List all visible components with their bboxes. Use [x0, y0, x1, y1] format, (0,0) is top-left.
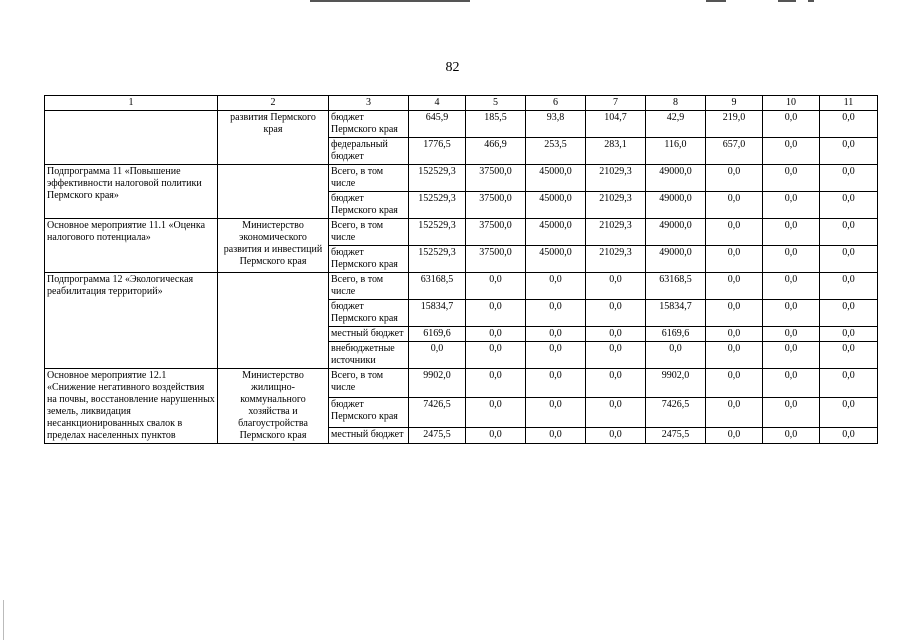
amount-cell: 37500,0	[466, 165, 526, 192]
column-header: 8	[646, 96, 706, 111]
amount-cell: 152529,3	[409, 192, 466, 219]
amount-cell: 0,0	[526, 342, 586, 369]
funding-source-cell: бюджет Пермского края	[329, 246, 409, 273]
amount-cell: 63168,5	[409, 273, 466, 300]
amount-cell: 0,0	[706, 398, 763, 427]
amount-cell: 45000,0	[526, 165, 586, 192]
top-edge-rule	[808, 0, 814, 2]
funding-source-cell: внебюджетные источники	[329, 342, 409, 369]
amount-cell: 0,0	[466, 427, 526, 443]
amount-cell: 645,9	[409, 111, 466, 138]
amount-cell: 0,0	[586, 327, 646, 342]
funding-source-cell: Всего, в том числе	[329, 273, 409, 300]
amount-cell: 0,0	[763, 300, 820, 327]
table-row	[45, 273, 878, 300]
amount-cell: 0,0	[706, 427, 763, 443]
amount-cell: 6169,6	[409, 327, 466, 342]
amount-cell: 0,0	[763, 138, 820, 165]
amount-cell: 0,0	[526, 273, 586, 300]
funding-source-cell: Всего, в том числе	[329, 165, 409, 192]
amount-cell: 0,0	[466, 300, 526, 327]
amount-cell: 0,0	[820, 192, 878, 219]
amount-cell: 0,0	[586, 369, 646, 398]
table-row	[45, 111, 878, 138]
amount-cell: 7426,5	[646, 398, 706, 427]
amount-cell: 0,0	[763, 327, 820, 342]
amount-cell: 0,0	[466, 369, 526, 398]
funding-source-cell: бюджет Пермского края	[329, 398, 409, 427]
amount-cell: 42,9	[646, 111, 706, 138]
amount-cell: 0,0	[820, 327, 878, 342]
amount-cell: 63168,5	[646, 273, 706, 300]
table-row	[45, 369, 878, 398]
amount-cell: 0,0	[526, 300, 586, 327]
amount-cell: 0,0	[706, 342, 763, 369]
column-header: 4	[409, 96, 466, 111]
amount-cell: 0,0	[409, 342, 466, 369]
amount-cell: 0,0	[586, 427, 646, 443]
amount-cell: 0,0	[646, 342, 706, 369]
funding-source-cell: Всего, в том числе	[329, 369, 409, 398]
amount-cell: 0,0	[763, 192, 820, 219]
column-header: 7	[586, 96, 646, 111]
amount-cell: 45000,0	[526, 246, 586, 273]
executor-cell: развития Пермского края	[218, 111, 329, 165]
amount-cell: 93,8	[526, 111, 586, 138]
program-name-cell: Основное мероприятие 11.1 «Оценка налогового потенциала»	[45, 219, 218, 273]
amount-cell: 657,0	[706, 138, 763, 165]
program-name-cell	[45, 111, 218, 165]
top-edge-rule	[778, 0, 796, 2]
amount-cell: 9902,0	[646, 369, 706, 398]
column-header: 2	[218, 96, 329, 111]
column-header: 10	[763, 96, 820, 111]
amount-cell: 283,1	[586, 138, 646, 165]
amount-cell: 21029,3	[586, 192, 646, 219]
amount-cell: 0,0	[820, 219, 878, 246]
amount-cell: 49000,0	[646, 192, 706, 219]
amount-cell: 0,0	[763, 165, 820, 192]
program-name-cell: Основное мероприятие 12.1 «Снижение негативного воздействия на почвы, восстановление нарушенных земель, ликвидация несанкционированных свалок в пределах населенных пунктов	[45, 369, 218, 444]
amount-cell: 0,0	[763, 427, 820, 443]
column-header: 6	[526, 96, 586, 111]
amount-cell: 152529,3	[409, 246, 466, 273]
amount-cell: 0,0	[820, 369, 878, 398]
amount-cell: 152529,3	[409, 219, 466, 246]
funding-source-cell: Всего, в том числе	[329, 219, 409, 246]
amount-cell: 0,0	[763, 398, 820, 427]
amount-cell: 0,0	[586, 342, 646, 369]
funding-source-cell: бюджет Пермского края	[329, 192, 409, 219]
amount-cell: 253,5	[526, 138, 586, 165]
amount-cell: 49000,0	[646, 246, 706, 273]
amount-cell: 152529,3	[409, 165, 466, 192]
budget-table	[44, 95, 878, 444]
amount-cell: 0,0	[820, 342, 878, 369]
funding-source-cell: федеральный бюджет	[329, 138, 409, 165]
amount-cell: 0,0	[763, 219, 820, 246]
amount-cell: 466,9	[466, 138, 526, 165]
amount-cell: 0,0	[706, 246, 763, 273]
amount-cell: 0,0	[706, 219, 763, 246]
amount-cell: 0,0	[820, 427, 878, 443]
amount-cell: 0,0	[526, 327, 586, 342]
table-row	[45, 165, 878, 192]
amount-cell: 0,0	[526, 369, 586, 398]
executor-cell: Министерство экономического развития и инвестиций Пермского края	[218, 219, 329, 273]
page-number: 82	[445, 60, 460, 75]
amount-cell: 219,0	[706, 111, 763, 138]
amount-cell: 0,0	[820, 398, 878, 427]
amount-cell: 21029,3	[586, 165, 646, 192]
amount-cell: 37500,0	[466, 192, 526, 219]
amount-cell: 0,0	[706, 369, 763, 398]
amount-cell: 0,0	[466, 342, 526, 369]
amount-cell: 104,7	[586, 111, 646, 138]
amount-cell: 0,0	[763, 369, 820, 398]
amount-cell: 37500,0	[466, 219, 526, 246]
amount-cell: 0,0	[466, 398, 526, 427]
amount-cell: 45000,0	[526, 219, 586, 246]
program-name-cell: Подпрограмма 11 «Повышение эффективности налоговой политики Пермского края»	[45, 165, 218, 219]
column-header: 1	[45, 96, 218, 111]
amount-cell: 116,0	[646, 138, 706, 165]
amount-cell: 7426,5	[409, 398, 466, 427]
amount-cell: 0,0	[586, 398, 646, 427]
amount-cell: 6169,6	[646, 327, 706, 342]
amount-cell: 0,0	[820, 300, 878, 327]
amount-cell: 0,0	[706, 327, 763, 342]
amount-cell: 49000,0	[646, 219, 706, 246]
amount-cell: 0,0	[820, 138, 878, 165]
amount-cell: 21029,3	[586, 219, 646, 246]
column-header: 11	[820, 96, 878, 111]
amount-cell: 15834,7	[409, 300, 466, 327]
amount-cell: 9902,0	[409, 369, 466, 398]
top-edge-rule	[706, 0, 726, 2]
top-edge-rule	[310, 0, 470, 2]
program-name-cell: Подпрограмма 12 «Экологическая реабилитация территорий»	[45, 273, 218, 369]
amount-cell: 49000,0	[646, 165, 706, 192]
column-header: 9	[706, 96, 763, 111]
column-header: 3	[329, 96, 409, 111]
column-header: 5	[466, 96, 526, 111]
amount-cell: 0,0	[466, 273, 526, 300]
amount-cell: 0,0	[586, 273, 646, 300]
executor-cell: Министерство жилищно-коммунального хозяйства и благоустройства Пермского края	[218, 369, 329, 444]
amount-cell: 0,0	[526, 427, 586, 443]
amount-cell: 0,0	[763, 246, 820, 273]
amount-cell: 0,0	[763, 111, 820, 138]
funding-source-cell: местный бюджет	[329, 327, 409, 342]
amount-cell: 0,0	[820, 273, 878, 300]
amount-cell: 0,0	[706, 192, 763, 219]
amount-cell: 0,0	[763, 273, 820, 300]
amount-cell: 0,0	[466, 327, 526, 342]
executor-cell	[218, 165, 329, 219]
amount-cell: 2475,5	[409, 427, 466, 443]
funding-source-cell: бюджет Пермского края	[329, 300, 409, 327]
executor-cell	[218, 273, 329, 369]
amount-cell: 0,0	[820, 165, 878, 192]
amount-cell: 0,0	[586, 300, 646, 327]
amount-cell: 0,0	[526, 398, 586, 427]
amount-cell: 0,0	[820, 111, 878, 138]
amount-cell: 15834,7	[646, 300, 706, 327]
amount-cell: 0,0	[820, 246, 878, 273]
amount-cell: 37500,0	[466, 246, 526, 273]
amount-cell: 185,5	[466, 111, 526, 138]
amount-cell: 21029,3	[586, 246, 646, 273]
scan-margin-line	[3, 600, 4, 640]
amount-cell: 0,0	[706, 273, 763, 300]
table-body	[45, 96, 878, 444]
amount-cell: 2475,5	[646, 427, 706, 443]
funding-source-cell: бюджет Пермского края	[329, 111, 409, 138]
table-row	[45, 219, 878, 246]
amount-cell: 0,0	[706, 165, 763, 192]
funding-source-cell: местный бюджет	[329, 427, 409, 443]
amount-cell: 0,0	[706, 300, 763, 327]
table-header-row	[45, 96, 878, 111]
amount-cell: 45000,0	[526, 192, 586, 219]
amount-cell: 1776,5	[409, 138, 466, 165]
amount-cell: 0,0	[763, 342, 820, 369]
